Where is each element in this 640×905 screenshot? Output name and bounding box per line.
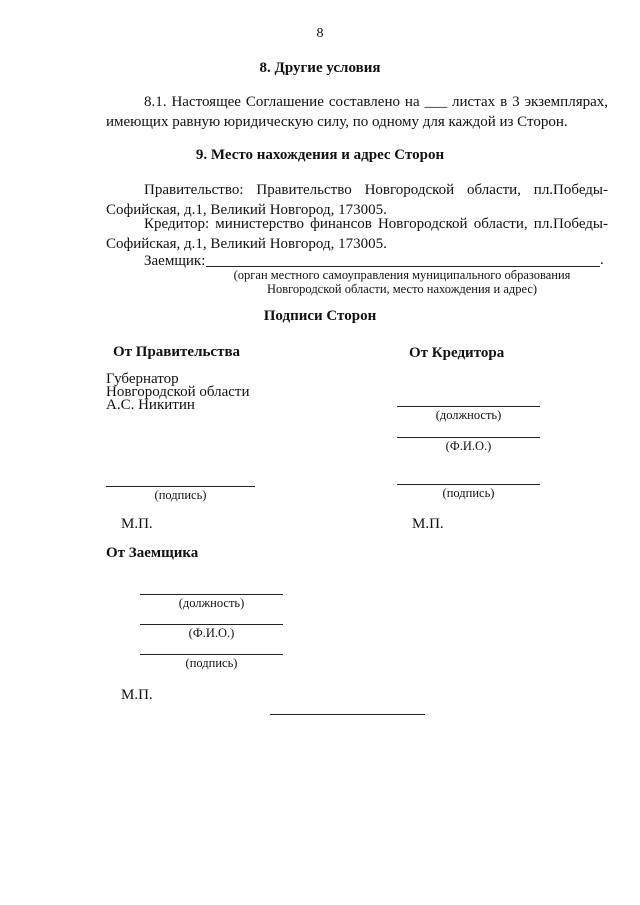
borrower-position-line [140,594,283,595]
signatures-title: Подписи Сторон [263,308,377,324]
bottom-separator-line [270,714,425,715]
creditor-name-caption: (Ф.И.О.) [445,439,492,453]
borrower-name-line [140,624,283,625]
creditor-position-caption: (должность) [435,408,502,422]
creditor-signature-caption: (подпись) [442,486,495,500]
borrower-signature-caption: (подпись) [185,656,238,670]
section-8-title: 8. Другие условия [259,60,381,76]
government-seal: М.П. [121,516,153,532]
creditor-heading: От Кредитора [409,345,505,361]
borrower-signature-line [140,654,283,655]
borrower-note-line2: Новгородской области, место нахождения и адрес) [266,282,538,296]
section-9-title: 9. Место нахождения и адрес Сторон [195,147,445,163]
borrower-name-caption: (Ф.И.О.) [188,626,235,640]
government-signature-line [106,486,255,487]
government-address-line1: Правительство: Правительство Новгородской области, пл.Победы- [144,182,608,198]
section-8-paragraph-line2: имеющих равную юридическую силу, по одному для каждой из Сторон. [106,114,568,130]
government-heading: От Правительства [113,344,241,360]
government-address-line2: Софийская, д.1, Великий Новгород, 173005. [106,202,387,218]
borrower-fill-line [206,266,600,267]
creditor-signature-line [397,484,540,485]
creditor-position-line [397,406,540,407]
borrower-label: Заемщик: [144,253,206,269]
government-signatory-name: А.С. Никитин [106,397,195,413]
government-position-line1: Губернатор [106,371,179,387]
borrower-line-end: . [600,252,604,268]
borrower-note-line1: (орган местного самоуправления муниципального образования [233,268,571,282]
section-8-paragraph-line1: 8.1. Настоящее Соглашение составлено на ___ листах в 3 экземплярах, [144,94,608,110]
page-number: 8 [316,26,324,41]
borrower-heading: От Заемщика [106,545,199,561]
creditor-address-line2: Софийская, д.1, Великий Новгород, 173005. [106,236,387,252]
creditor-seal: М.П. [412,516,444,532]
creditor-address-line1: Кредитор: министерство финансов Новгородской области, пл.Победы- [144,216,608,232]
borrower-position-caption: (должность) [178,596,245,610]
government-position-line2: Новгородской области [106,384,250,400]
borrower-seal: М.П. [121,687,153,703]
government-signature-caption: (подпись) [154,488,207,502]
creditor-name-line [397,437,540,438]
